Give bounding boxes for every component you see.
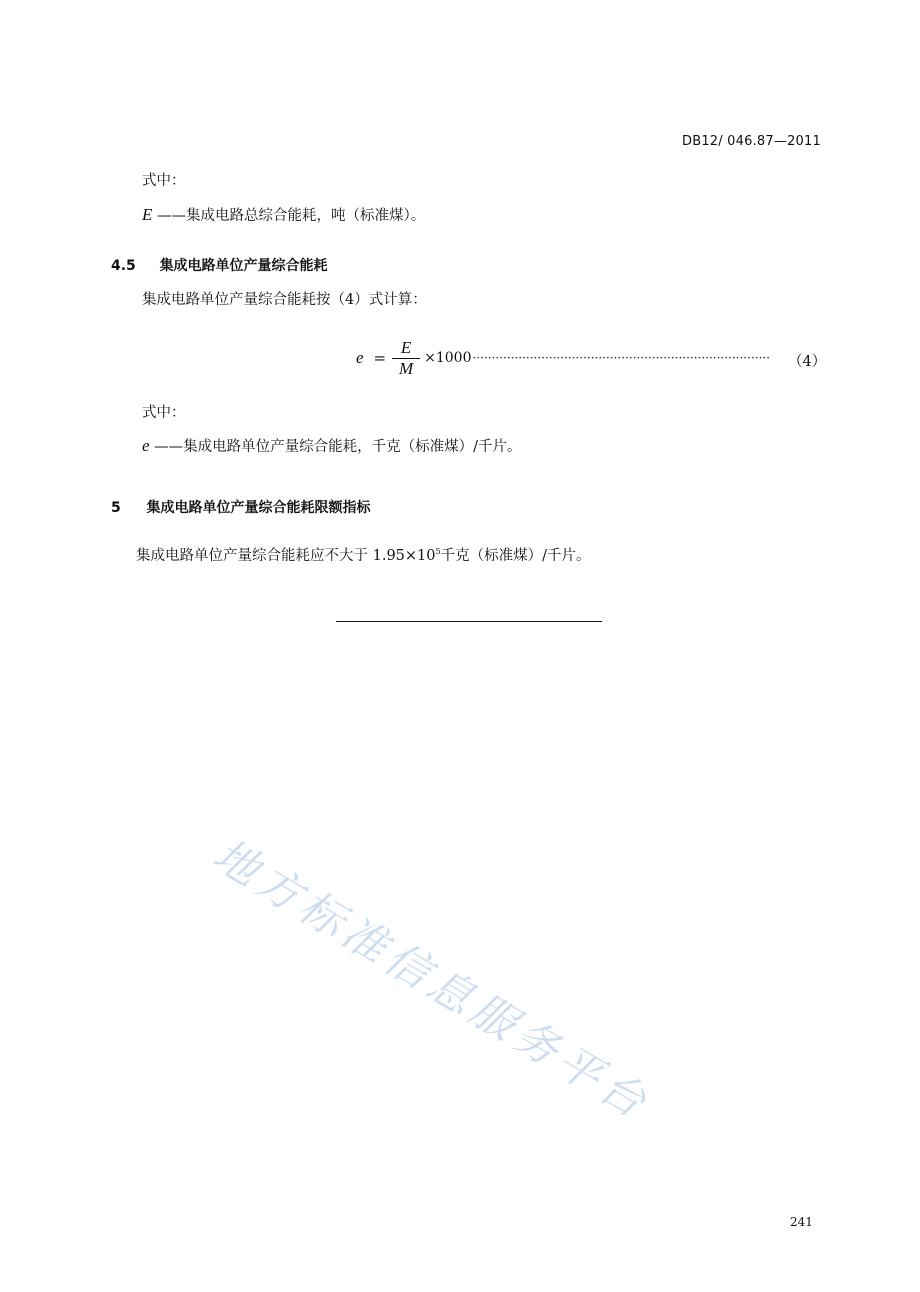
section-number: 4.5 [111, 258, 136, 274]
limit-text-before: 集成电路单位产量综合能耗应不大于 1.95×10 [136, 548, 436, 564]
where-label-2: 式中： [142, 405, 186, 421]
variable-definition-text: ——集成电路单位产量综合能耗，千克（标准煤）/千片。 [154, 439, 522, 455]
formula-leader-dots: ·············································································· [472, 351, 771, 365]
limit-exponent: 5 [435, 547, 441, 557]
end-of-document-rule [336, 621, 602, 622]
variable-definition-E [142, 205, 425, 226]
variable-symbol-E: E [142, 205, 153, 224]
limit-text-after: 千克（标准煤）/千片。 [440, 548, 591, 564]
formula-equals: = [373, 349, 387, 367]
formula-fraction [392, 338, 420, 379]
formula-denominator: M [399, 358, 414, 378]
variable-definition-e [142, 436, 522, 457]
formula-multiplier: ×1000 [424, 350, 472, 366]
page-number: 241 [790, 1215, 813, 1229]
where-label-1: 式中： [142, 173, 186, 189]
document-code: DB12/ 046.87—2011 [682, 134, 821, 149]
formula-lhs: e [356, 348, 364, 367]
section-heading-4-5 [111, 256, 328, 276]
formula-numerator: E [400, 337, 412, 357]
formula-4 [356, 334, 778, 382]
section-title: 集成电路单位产量综合能耗限额指标 [146, 500, 371, 516]
variable-definition-text: ——集成电路总综合能耗，吨（标准煤）。 [157, 208, 426, 224]
section-heading-5 [111, 498, 371, 518]
limit-statement [136, 546, 590, 566]
section-title: 集成电路单位产量综合能耗 [159, 258, 328, 274]
section-intro-text: 集成电路单位产量综合能耗按（4）式计算： [142, 292, 427, 308]
variable-symbol-e: e [142, 436, 150, 455]
watermark-text: 地方标准信息服务平台 [204, 829, 659, 1131]
section-number: 5 [111, 500, 121, 516]
formula-number: （4） [788, 354, 827, 370]
